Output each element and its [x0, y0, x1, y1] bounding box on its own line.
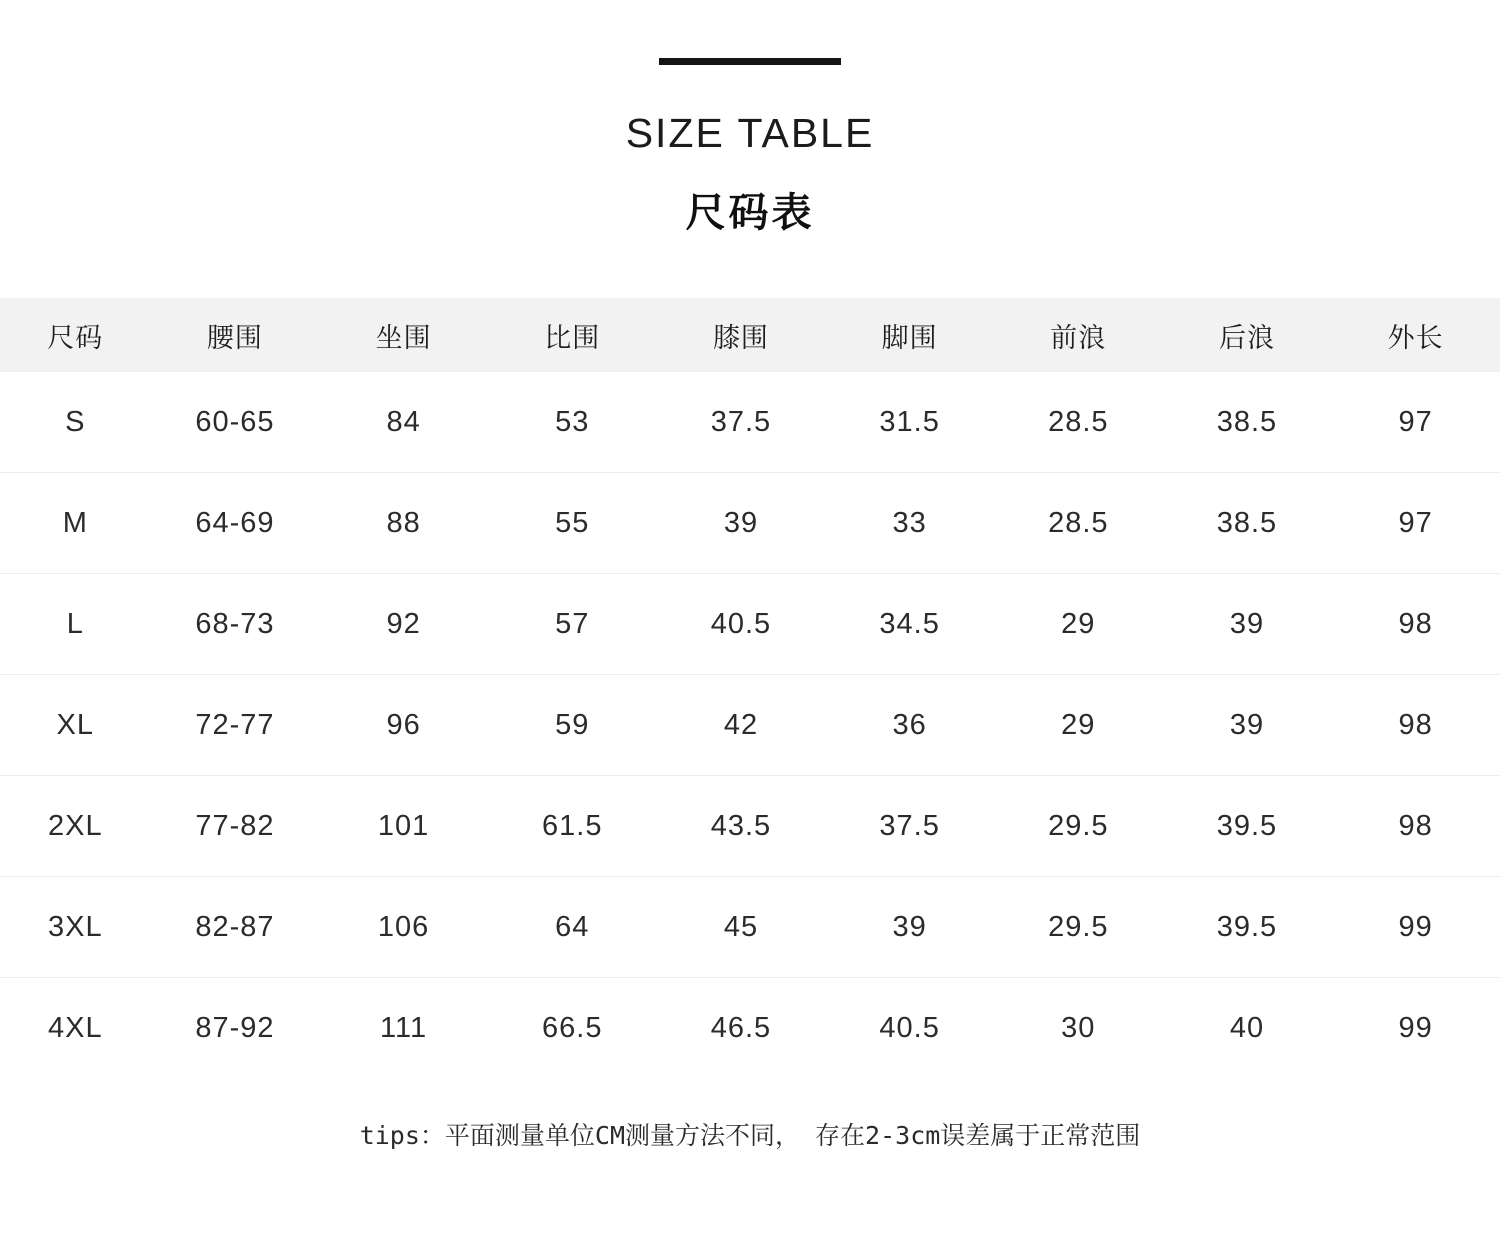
- cell-size: S: [0, 372, 151, 473]
- table-header-row: [0, 298, 1500, 372]
- cell-leg-opening: 37.5: [825, 776, 994, 877]
- cell-size: 2XL: [0, 776, 151, 877]
- cell-front-rise: 28.5: [994, 473, 1163, 574]
- cell-waist: 68-73: [151, 574, 320, 675]
- cell-hip: 101: [319, 776, 488, 877]
- cell-leg-opening: 33: [825, 473, 994, 574]
- cell-knee: 42: [657, 675, 826, 776]
- cell-front-rise: 30: [1061, 1011, 1096, 1044]
- title-divider-rule: [659, 58, 841, 65]
- cell-back-rise: 39.5: [1163, 776, 1332, 877]
- cell-thigh: 66.5: [542, 1011, 603, 1044]
- column-header-outseam: 外长: [1331, 298, 1500, 372]
- cell-hip: 106: [319, 877, 488, 978]
- cell-thigh: 64: [488, 877, 657, 978]
- cell-outseam: 98: [1331, 776, 1500, 877]
- cell-knee: 39: [657, 473, 826, 574]
- cell-back-rise: 39.5: [1163, 877, 1332, 978]
- column-header-front-rise: 前浪: [994, 298, 1163, 372]
- column-header-waist: 腰围: [151, 298, 320, 372]
- column-header-thigh: 比围: [488, 298, 657, 372]
- cell-front-rise: 28.5: [994, 372, 1163, 473]
- cell-outseam: 97: [1331, 372, 1500, 473]
- cell-leg-opening: 36: [825, 675, 994, 776]
- cell-hip: 111: [380, 1011, 428, 1044]
- cell-back-rise: 40: [1229, 1011, 1265, 1044]
- size-table-header: [0, 298, 1500, 372]
- table-row: [0, 877, 1500, 978]
- cell-front-rise: 29: [994, 574, 1163, 675]
- column-header-size: 尺码: [0, 298, 151, 372]
- cell-size: 4XL: [47, 1011, 103, 1044]
- page-title-chinese: 尺码表: [685, 191, 815, 235]
- cell-leg-opening: 40.5: [879, 1011, 940, 1044]
- size-chart-page: [0, 58, 1500, 1260]
- table-row: [0, 776, 1500, 877]
- cell-outseam: 99: [1398, 1011, 1433, 1044]
- cell-hip: 88: [319, 473, 488, 574]
- cell-thigh: 59: [488, 675, 657, 776]
- cell-knee: 43.5: [657, 776, 826, 877]
- table-row: [0, 574, 1500, 675]
- cell-front-rise: 29.5: [994, 877, 1163, 978]
- cell-back-rise: 39: [1163, 675, 1332, 776]
- page-title-english: SIZE TABLE: [625, 110, 875, 156]
- cell-hip: 96: [319, 675, 488, 776]
- cell-front-rise: 29: [994, 675, 1163, 776]
- cell-hip: 84: [319, 372, 488, 473]
- cell-leg-opening: 34.5: [825, 574, 994, 675]
- cell-outseam: 99: [1331, 877, 1500, 978]
- cell-waist: 64-69: [151, 473, 320, 574]
- cell-hip: 92: [319, 574, 488, 675]
- cell-leg-opening: 39: [825, 877, 994, 978]
- table-row: [0, 675, 1500, 776]
- cell-size: 3XL: [0, 877, 151, 978]
- cell-leg-opening: 31.5: [825, 372, 994, 473]
- cell-front-rise: 29.5: [994, 776, 1163, 877]
- cell-waist: 82-87: [151, 877, 320, 978]
- column-header-back-rise: 后浪: [1163, 298, 1332, 372]
- table-row: [0, 372, 1500, 473]
- table-row: [0, 473, 1500, 574]
- cell-thigh: 55: [488, 473, 657, 574]
- cell-knee: 37.5: [657, 372, 826, 473]
- cell-back-rise: 38.5: [1163, 372, 1332, 473]
- size-table-body: [0, 372, 1500, 1078]
- cell-waist: 77-82: [151, 776, 320, 877]
- cell-size: M: [0, 473, 151, 574]
- cell-knee: 46.5: [710, 1011, 772, 1044]
- cell-waist: 72-77: [151, 675, 320, 776]
- cell-outseam: 98: [1331, 574, 1500, 675]
- column-header-hip: 坐围: [319, 298, 488, 372]
- cell-thigh: 53: [488, 372, 657, 473]
- column-header-knee: 膝围: [657, 298, 826, 372]
- column-header-leg-opening: 脚围: [825, 298, 994, 372]
- cell-thigh: 61.5: [488, 776, 657, 877]
- measurement-tips-note: tips：平面测量单位CM测量方法不同， 存在2-3cm误差属于正常范围: [359, 1121, 1141, 1150]
- cell-back-rise: 39: [1163, 574, 1332, 675]
- table-row: [0, 978, 1500, 1079]
- cell-outseam: 97: [1331, 473, 1500, 574]
- size-table: [0, 298, 1500, 1078]
- cell-size: L: [0, 574, 151, 675]
- cell-thigh: 57: [488, 574, 657, 675]
- cell-waist: 60-65: [151, 372, 320, 473]
- cell-knee: 45: [657, 877, 826, 978]
- cell-size: XL: [0, 675, 151, 776]
- cell-outseam: 98: [1331, 675, 1500, 776]
- cell-waist: 87-92: [195, 1011, 275, 1044]
- cell-back-rise: 38.5: [1163, 473, 1332, 574]
- cell-knee: 40.5: [657, 574, 826, 675]
